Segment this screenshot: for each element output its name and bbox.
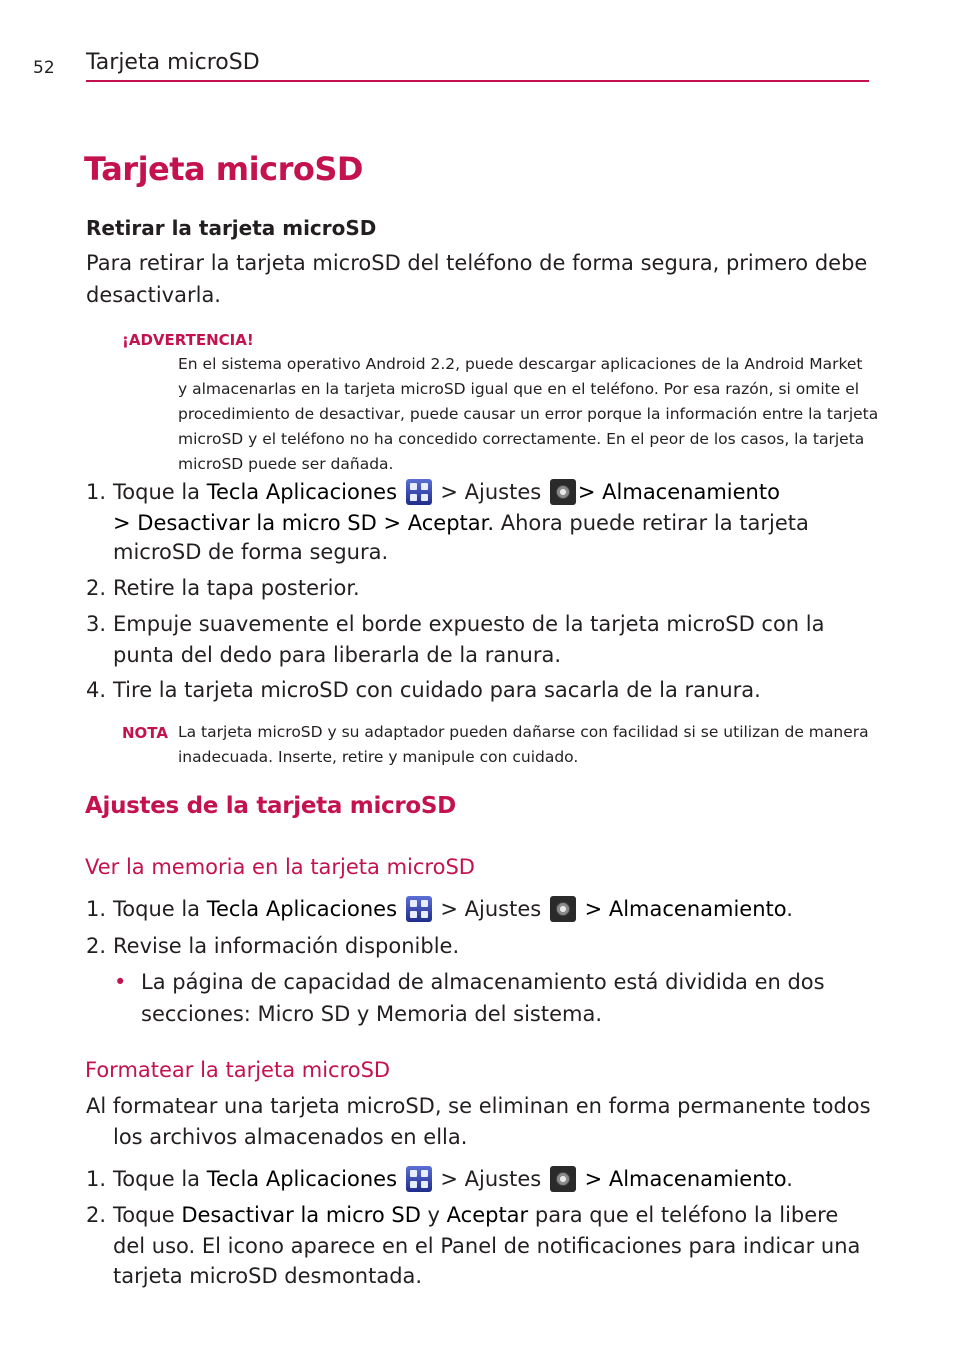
view-step-1-number: 1.	[86, 897, 107, 921]
format-step-2-line-3: tarjeta microSD desmontada.	[113, 1264, 423, 1288]
format-step-2-line-1	[113, 1200, 838, 1231]
view-step-1-text-a: Toque la	[113, 897, 207, 921]
remove-step-1-number: 1.	[86, 480, 107, 504]
format-step-1-period: .	[786, 1167, 793, 1191]
apps-grid-icon	[406, 896, 432, 922]
note-label: NOTA	[122, 724, 168, 742]
page-title: Tarjeta microSD	[84, 150, 363, 188]
format-intro-line-2: los archivos almacenados en ella.	[113, 1125, 468, 1149]
remove-step-3-number: 3.	[86, 612, 107, 636]
format-heading: Formatear la tarjeta microSD	[85, 1058, 391, 1082]
remove-step-2-text: Retire la tapa posterior.	[113, 576, 360, 600]
remove-step-1-path: > Desactivar la micro SD > Aceptar.	[113, 511, 495, 535]
format-step-2-text-a: Toque	[113, 1203, 182, 1227]
warning-text-line-2: y almacenarlas en la tarjeta microSD igual que en el teléfono. Por esa razón, si omite el	[178, 380, 860, 398]
format-step-2-deactivate: Desactivar la micro SD	[181, 1203, 421, 1227]
remove-step-1-storage: > Almacenamiento	[577, 480, 780, 504]
format-step-1-storage: > Almacenamiento	[577, 1167, 787, 1191]
view-step-1-storage: > Almacenamiento	[577, 897, 787, 921]
view-step-1-line	[113, 894, 793, 925]
format-step-2-text-c: y	[420, 1203, 447, 1227]
note-text-line-2: inadecuada. Inserte, retire y manipule con cuidado.	[178, 748, 579, 766]
remove-step-1-text-c: > Ajustes	[433, 480, 548, 504]
format-step-1-number: 1.	[86, 1167, 107, 1191]
remove-step-1-line-1	[113, 477, 780, 508]
warning-text-line-5: microSD puede ser dañada.	[178, 455, 394, 473]
bullet-line-2: secciones: Micro SD y Memoria del sistema.	[141, 1002, 603, 1026]
format-intro-line-1: Al formatear una tarjeta microSD, se eliminan en forma permanente todos	[86, 1094, 871, 1118]
running-title: Tarjeta microSD	[86, 50, 260, 75]
remove-step-1-text-a: Toque la	[113, 480, 207, 504]
format-step-1-text-a: Toque la	[113, 1167, 207, 1191]
format-step-1-apps-key: Tecla Aplicaciones	[206, 1167, 398, 1191]
format-step-1-line	[113, 1164, 793, 1195]
warning-label: ¡ADVERTENCIA!	[122, 331, 254, 349]
remove-step-1-line-2	[113, 508, 809, 539]
warning-text-line-4: microSD y el teléfono no ha concedido correctamente. En el peor de los casos, la tarjeta	[178, 430, 865, 448]
page-number: 52	[33, 58, 55, 78]
format-step-2-accept: Aceptar	[446, 1203, 529, 1227]
settings-gear-icon	[550, 896, 576, 922]
remove-step-1-text-f: Ahora puede retirar la tarjeta	[494, 511, 809, 535]
remove-step-1-apps-key: Tecla Aplicaciones	[206, 480, 398, 504]
view-memory-heading: Ver la memoria en la tarjeta microSD	[85, 855, 475, 879]
apps-grid-icon	[406, 1166, 432, 1192]
remove-step-4-number: 4.	[86, 678, 107, 702]
format-step-2-number: 2.	[86, 1203, 107, 1227]
settings-heading: Ajustes de la tarjeta microSD	[85, 793, 456, 819]
format-step-1-text-c: > Ajustes	[433, 1167, 548, 1191]
note-text-line-1: La tarjeta microSD y su adaptador pueden dañarse con facilidad si se utilizan de manera	[178, 723, 869, 741]
remove-step-4-text: Tire la tarjeta microSD con cuidado para sacarla de la ranura.	[113, 678, 761, 702]
remove-step-2-number: 2.	[86, 576, 107, 600]
remove-intro-line-2: desactivarla.	[86, 283, 221, 307]
format-step-2-line-2: del uso. El icono aparece en el Panel de notificaciones para indicar una	[113, 1234, 861, 1258]
view-step-1-period: .	[786, 897, 793, 921]
apps-grid-icon	[406, 479, 432, 505]
bullet-marker: •	[114, 970, 127, 994]
settings-gear-icon	[550, 1166, 576, 1192]
view-step-1-apps-key: Tecla Aplicaciones	[206, 897, 398, 921]
view-step-2-number: 2.	[86, 934, 107, 958]
view-step-1-text-c: > Ajustes	[433, 897, 548, 921]
warning-text-line-1: En el sistema operativo Android 2.2, puede descargar aplicaciones de la Android Market	[178, 355, 863, 373]
remove-step-3-line-2: punta del dedo para liberarla de la ranura.	[113, 643, 562, 667]
header-rule	[86, 80, 869, 82]
view-step-2-text: Revise la información disponible.	[113, 934, 460, 958]
remove-step-3-line-1: Empuje suavemente el borde expuesto de la tarjeta microSD con la	[113, 612, 825, 636]
remove-intro-line-1: Para retirar la tarjeta microSD del teléfono de forma segura, primero debe	[86, 251, 868, 275]
settings-gear-icon	[550, 479, 576, 505]
remove-heading: Retirar la tarjeta microSD	[86, 216, 377, 240]
remove-step-1-line-3: microSD de forma segura.	[113, 540, 389, 564]
bullet-line-1: La página de capacidad de almacenamiento está dividida en dos	[141, 970, 825, 994]
warning-text-line-3: procedimiento de desactivar, puede causar un error porque la información entre la tarjeta	[178, 405, 879, 423]
format-step-2-text-e: para que el teléfono la libere	[528, 1203, 839, 1227]
